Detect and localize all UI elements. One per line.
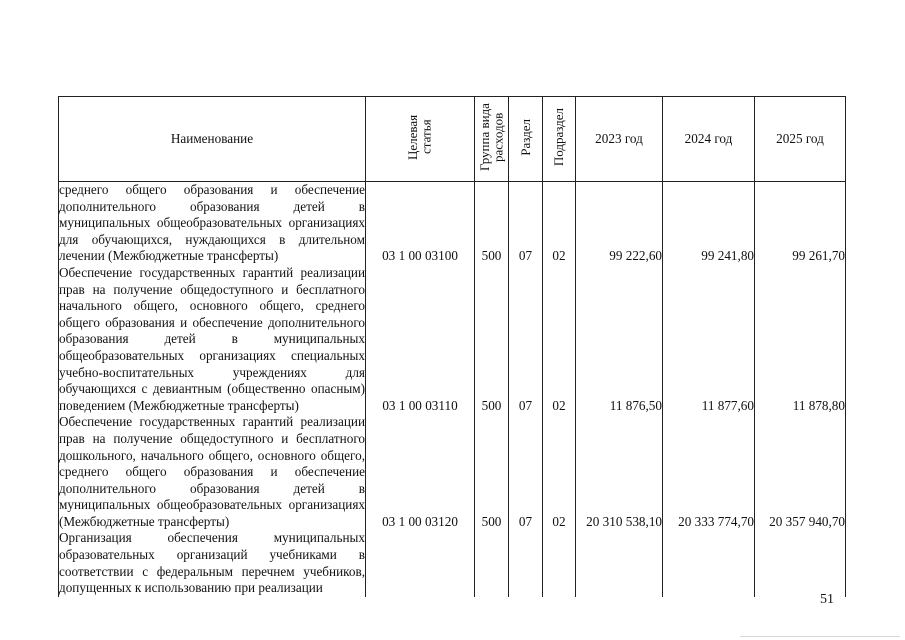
header-2024: 2024 год bbox=[663, 97, 755, 182]
header-section: Раздел bbox=[509, 97, 543, 182]
row-2024: 11 877,60 bbox=[663, 265, 755, 414]
row-2025 bbox=[755, 530, 846, 596]
header-target-article: Целевая статья bbox=[366, 97, 475, 182]
row-target-article bbox=[366, 530, 475, 596]
row-target-article: 03 1 00 03100 bbox=[366, 182, 475, 265]
row-subsection: 02 bbox=[543, 414, 576, 530]
row-2025: 11 878,80 bbox=[755, 265, 846, 414]
row-name: Обеспечение государственных гарантий реализации прав на получение общедоступного и бесплатного дошкольного, начального общего, основного общего, среднего общего образования и обеспечение дополнительного образования детей в муниципальных общеобразовательных организациях (Межбюджетные трансферты) bbox=[59, 414, 365, 529]
header-name: Наименование bbox=[59, 97, 366, 182]
row-target-article: 03 1 00 03110 bbox=[366, 265, 475, 414]
header-subsection: Подраздел bbox=[543, 97, 576, 182]
row-name: Обеспечение государственных гарантий реализации прав на получение общедоступного и бесплатного начального общего, основного общего, среднего общего образования и обеспечение дополнительного образования детей в муниципальных общеобразовательных организациях специальных учебно-воспитательных учреждениях для обучающихся с девиантным (общественно опасным) поведением (Межбюджетные трансферты) bbox=[59, 264, 365, 413]
header-2025: 2025 год bbox=[755, 97, 846, 182]
header-2023: 2023 год bbox=[576, 97, 663, 182]
page-number: 51 bbox=[820, 592, 834, 607]
row-2023: 11 876,50 bbox=[576, 265, 663, 414]
table-header-row bbox=[59, 97, 846, 182]
row-expense-group: 500 bbox=[475, 265, 509, 414]
table-row bbox=[59, 265, 846, 414]
table-row bbox=[59, 182, 846, 265]
row-subsection: 02 bbox=[543, 182, 576, 265]
row-name: среднего общего образования и обеспечение дополнительного образования детей в муниципальных общеобразовательных организациях для обучающихся, нуждающихся в длительном лечении (Межбюджетные трансферты) bbox=[59, 182, 365, 264]
row-subsection: 02 bbox=[543, 265, 576, 414]
row-section: 07 bbox=[509, 265, 543, 414]
table-row bbox=[59, 414, 846, 530]
budget-table bbox=[58, 96, 846, 597]
row-2024: 99 241,80 bbox=[663, 182, 755, 265]
row-2023: 20 310 538,10 bbox=[576, 414, 663, 530]
row-target-article: 03 1 00 03120 bbox=[366, 414, 475, 530]
scan-edge-divider bbox=[740, 636, 900, 637]
row-section: 07 bbox=[509, 414, 543, 530]
row-2024: 20 333 774,70 bbox=[663, 414, 755, 530]
row-expense-group bbox=[475, 530, 509, 596]
row-2023 bbox=[576, 530, 663, 596]
row-section: 07 bbox=[509, 182, 543, 265]
row-expense-group: 500 bbox=[475, 182, 509, 265]
row-subsection bbox=[543, 530, 576, 596]
row-expense-group: 500 bbox=[475, 414, 509, 530]
row-2024 bbox=[663, 530, 755, 596]
row-2025: 20 357 940,70 bbox=[755, 414, 846, 530]
row-name: Организация обеспечения муниципальных образовательных организаций учебниками в соответствии с федеральным перечнем учебников, допущенных к использованию при реализации bbox=[59, 530, 365, 596]
row-2023: 99 222,60 bbox=[576, 182, 663, 265]
row-section bbox=[509, 530, 543, 596]
header-expense-group: Группа вида расходов bbox=[475, 97, 509, 182]
row-2025: 99 261,70 bbox=[755, 182, 846, 265]
table-row bbox=[59, 530, 846, 596]
